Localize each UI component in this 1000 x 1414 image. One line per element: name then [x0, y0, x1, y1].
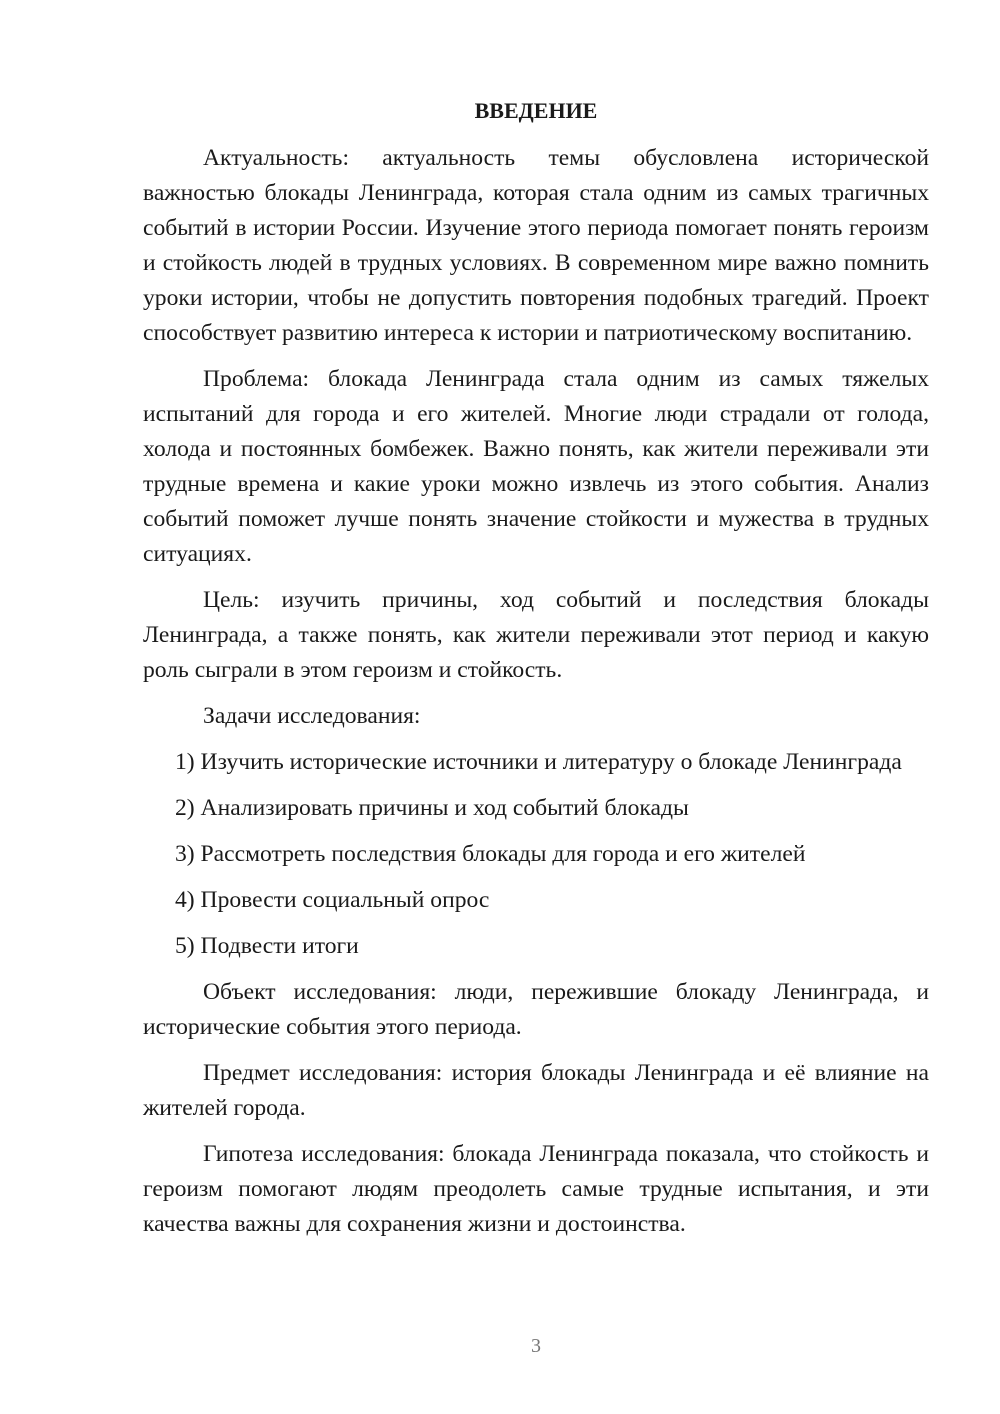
document-body	[143, 141, 929, 1253]
list-item: 3) Рассмотреть последствия блокады для города и его жителей	[175, 841, 806, 867]
page-number: 3	[531, 1335, 541, 1357]
paragraph-relevance: Актуальность: актуальность темы обусловлена исторической важностью блокады Ленинграда, которая стала одним из самых трагичных событий в истории России. Изучение этого периода помогает понять героизм и стойкость людей в трудных условиях. В современном мире важно помнить уроки истории, чтобы не допустить повторения подобных трагедий. Проект способствует развитию интереса к истории и патриотическому воспитанию.	[143, 145, 929, 346]
list-item: 2) Анализировать причины и ход событий блокады	[175, 795, 689, 821]
paragraph-subject: Предмет исследования: история блокады Ленинграда и её влияние на жителей города.	[143, 1060, 929, 1121]
list-item: 1) Изучить исторические источники и литературу о блокаде Ленинграда	[175, 749, 902, 775]
page-title: ВВЕДЕНИЕ	[474, 98, 598, 123]
tasks-heading: Задачи исследования:	[203, 703, 421, 729]
paragraph-object: Объект исследования: люди, пережившие блокаду Ленинграда, и исторические события этого периода.	[143, 979, 929, 1040]
paragraph-hypothesis: Гипотеза исследования: блокада Ленинграда показала, что стойкость и героизм помогают людям преодолеть самые трудные испытания, и эти качества важны для сохранения жизни и достоинства.	[143, 1141, 929, 1237]
list-item: 4) Провести социальный опрос	[175, 887, 490, 913]
paragraph-problem: Проблема: блокада Ленинграда стала одним из самых тяжелых испытаний для города и его жителей. Многие люди страдали от голода, холода и постоянных бомбежек. Важно понять, как жители переживали эти трудные времена и какие уроки можно извлечь из этого события. Анализ событий поможет лучше понять значение стойкости и мужества в трудных ситуациях.	[143, 366, 929, 567]
tasks-list	[143, 745, 929, 964]
list-item: 5) Подвести итоги	[175, 933, 359, 959]
paragraph-goal: Цель: изучить причины, ход событий и последствия блокады Ленинграда, а также понять, как жители переживали этот период и какую роль сыграли в этом героизм и стойкость.	[143, 587, 929, 683]
